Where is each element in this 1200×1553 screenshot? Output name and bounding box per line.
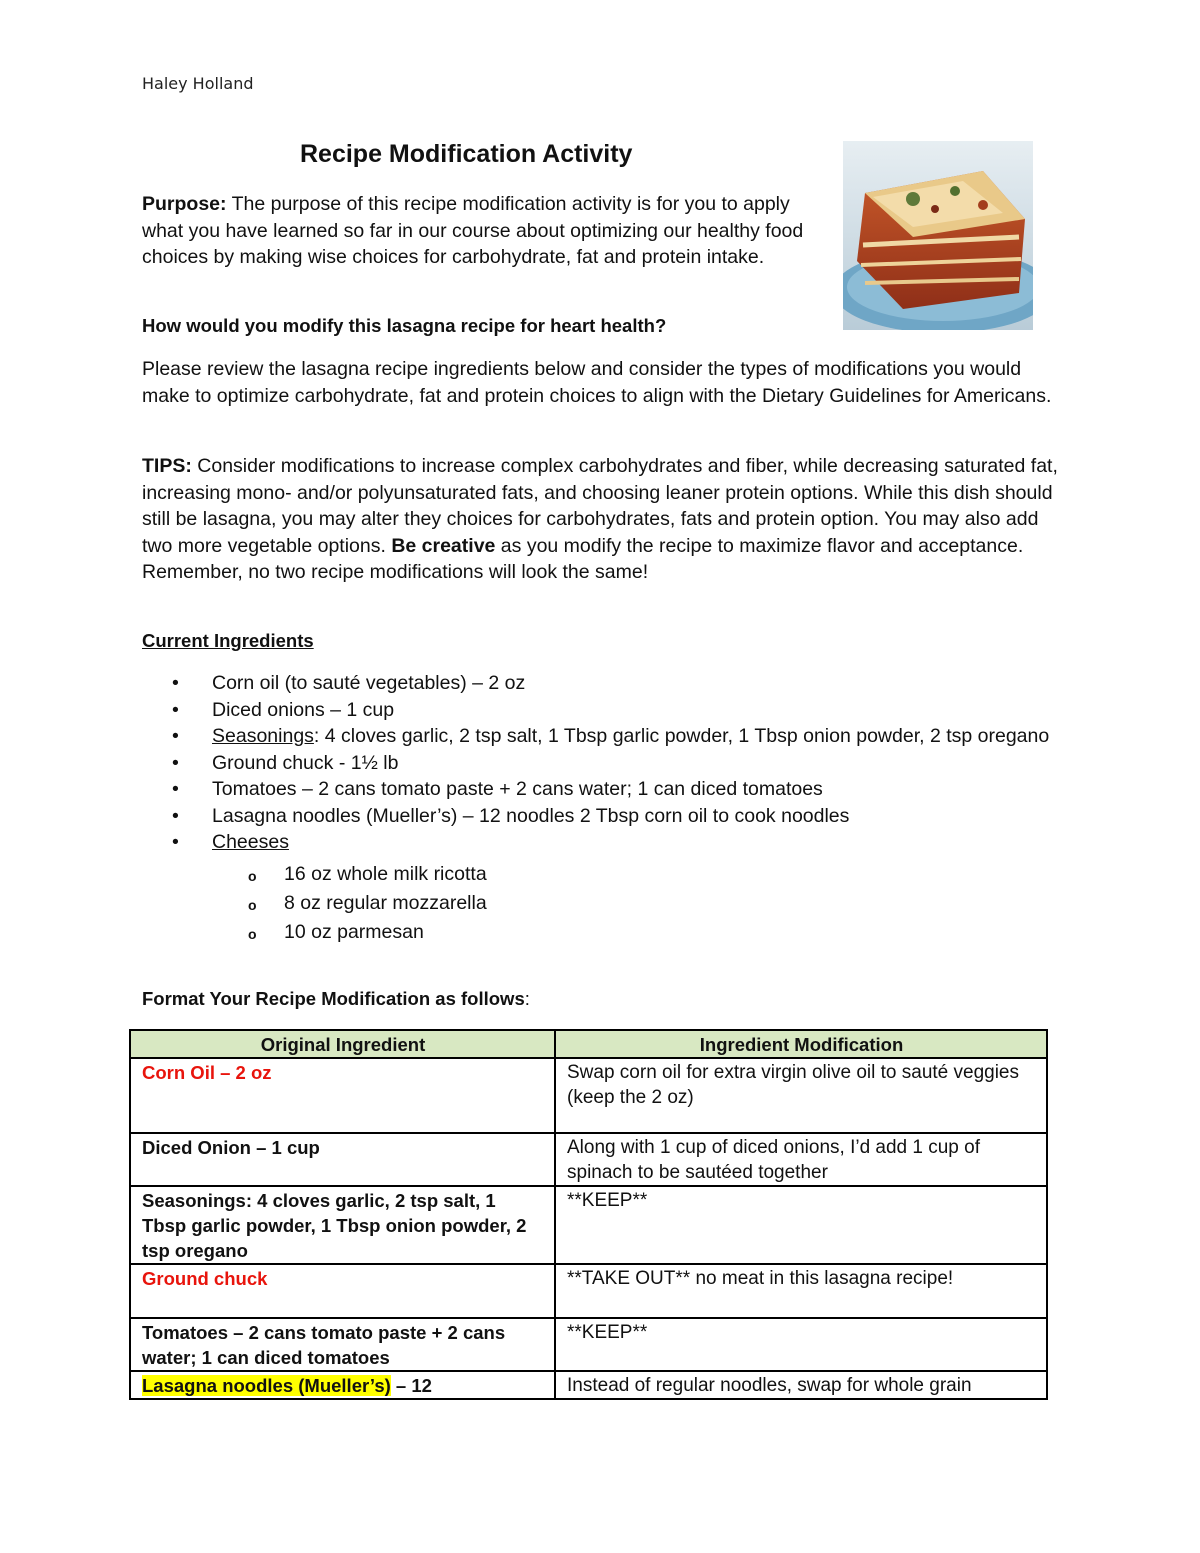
cheeses-label: Cheeses [212,831,289,853]
table-row [130,1264,1047,1318]
tips-text-2: as you modify the recipe to maximize flavor and acceptance. Remember, no two recipe modifications will look the same! [142,534,1024,583]
modification-cell: **KEEP** [555,1318,1047,1371]
bullet-icon: • [172,698,179,721]
list-item [212,860,1062,889]
table-header-row [130,1030,1047,1058]
format-colon: : [524,988,530,1009]
bullet-icon: • [172,751,179,774]
ingredient-text: Diced onions – 1 cup [212,698,395,721]
list-item [212,918,1062,947]
table-row [130,1318,1047,1371]
header-modification: Ingredient Modification [555,1030,1047,1058]
ingredient-text: Lasagna noodles (Mueller’s) – 12 noodles 2 Tbsp corn oil to cook noodles [212,804,850,827]
original-cell: Seasonings: 4 cloves garlic, 2 tsp salt, 1 Tbsp garlic powder, 1 Tbsp onion powder, 2 tsp oregano [130,1186,555,1264]
list-item [142,723,1062,750]
list-item [142,697,1062,724]
modification-cell: **TAKE OUT** no meat in this lasagna recipe! [555,1264,1047,1318]
modification-table [129,1029,1048,1400]
purpose-paragraph [142,191,822,271]
tips-label: TIPS: [142,455,192,477]
original-rest: – 12 [390,1375,432,1396]
bullet-icon: • [172,804,179,827]
review-paragraph: Please review the lasagna recipe ingredients below and consider the types of modifications you would make to optimize carbohydrate, fat and protein choices to align with the Dietary Guidelines for Americans. [142,358,1052,407]
cheese-text: 16 oz whole milk ricotta [284,862,487,885]
cheese-text: 8 oz regular mozzarella [284,891,487,914]
tips-paragraph [142,453,1062,586]
header-original: Original Ingredient [130,1030,555,1058]
cheese-text: 10 oz parmesan [284,920,424,943]
question-heading: How would you modify this lasagna recipe for heart health? [142,315,667,336]
sub-bullet-icon: o [248,925,257,942]
purpose-text: The purpose of this recipe modification activity is for you to apply what you have learned so far in our course about optimizing our healthy food choices by making wise choices for carbohydrate, fat and protein intake. [142,193,804,268]
list-item [142,776,1062,803]
table-row [130,1371,1047,1399]
purpose-label: Purpose: [142,193,227,215]
list-item [212,889,1062,918]
lasagna-photo [843,141,1033,330]
cheeses-list [212,860,1062,947]
original-cell: Tomatoes – 2 cans tomato paste + 2 cans water; 1 can diced tomatoes [130,1318,555,1371]
modification-cell: Swap corn oil for extra virgin olive oil to sauté veggies (keep the 2 oz) [555,1058,1047,1133]
original-cell: Ground chuck [130,1264,555,1318]
table-row [130,1133,1047,1186]
sub-bullet-icon: o [248,896,257,913]
highlighted-text: Lasagna noodles (Mueller’s) [142,1375,391,1396]
list-item [142,750,1062,777]
current-ingredients-heading: Current Ingredients [142,630,314,651]
author-name: Haley Holland [142,74,254,93]
seasonings-label: Seasonings [212,725,314,747]
sub-bullet-icon: o [248,867,257,884]
ingredients-list [142,670,1062,947]
ingredient-text: Corn oil (to sauté vegetables) – 2 oz [212,672,526,694]
format-heading [142,986,1062,1013]
list-item [142,670,1062,697]
format-label: Format Your Recipe Modification as follows [142,988,525,1009]
ingredient-text: Tomatoes – 2 cans tomato paste + 2 cans water; 1 can diced tomatoes [212,778,823,800]
list-item [142,803,1062,830]
modification-cell: **KEEP** [555,1186,1047,1264]
list-item [142,829,1062,947]
tips-bold: Be creative [391,534,496,557]
modification-cell: Instead of regular noodles, swap for whole grain [555,1371,1047,1399]
ingredient-text: Ground chuck - 1½ lb [212,751,399,774]
bullet-icon: • [172,672,179,694]
modification-cell: Along with 1 cup of diced onions, I’d add 1 cup of spinach to be sautéed together [555,1133,1047,1186]
tips-text-1: Consider modifications to increase complex carbohydrates and fiber, while decreasing saturated fat, increasing mono- and/or polyunsaturated fats, and choosing leaner protein options. While this dish should still be lasagna, you may alter they choices for carbohydrates, fats and protein option. You may also add two more vegetable options. [142,455,1058,557]
bullet-icon: • [172,778,179,800]
table-row [130,1058,1047,1133]
table-row [130,1186,1047,1264]
ingredient-text: : 4 cloves garlic, 2 tsp salt, 1 Tbsp garlic powder, 1 Tbsp onion powder, 2 tsp oregano [313,725,1050,747]
bullet-icon: • [172,831,179,853]
original-cell: Diced Onion – 1 cup [130,1133,555,1186]
bullet-icon: • [172,725,179,747]
original-cell [130,1371,555,1399]
page-title: Recipe Modification Activity [300,140,633,168]
original-cell: Corn Oil – 2 oz [130,1058,555,1133]
